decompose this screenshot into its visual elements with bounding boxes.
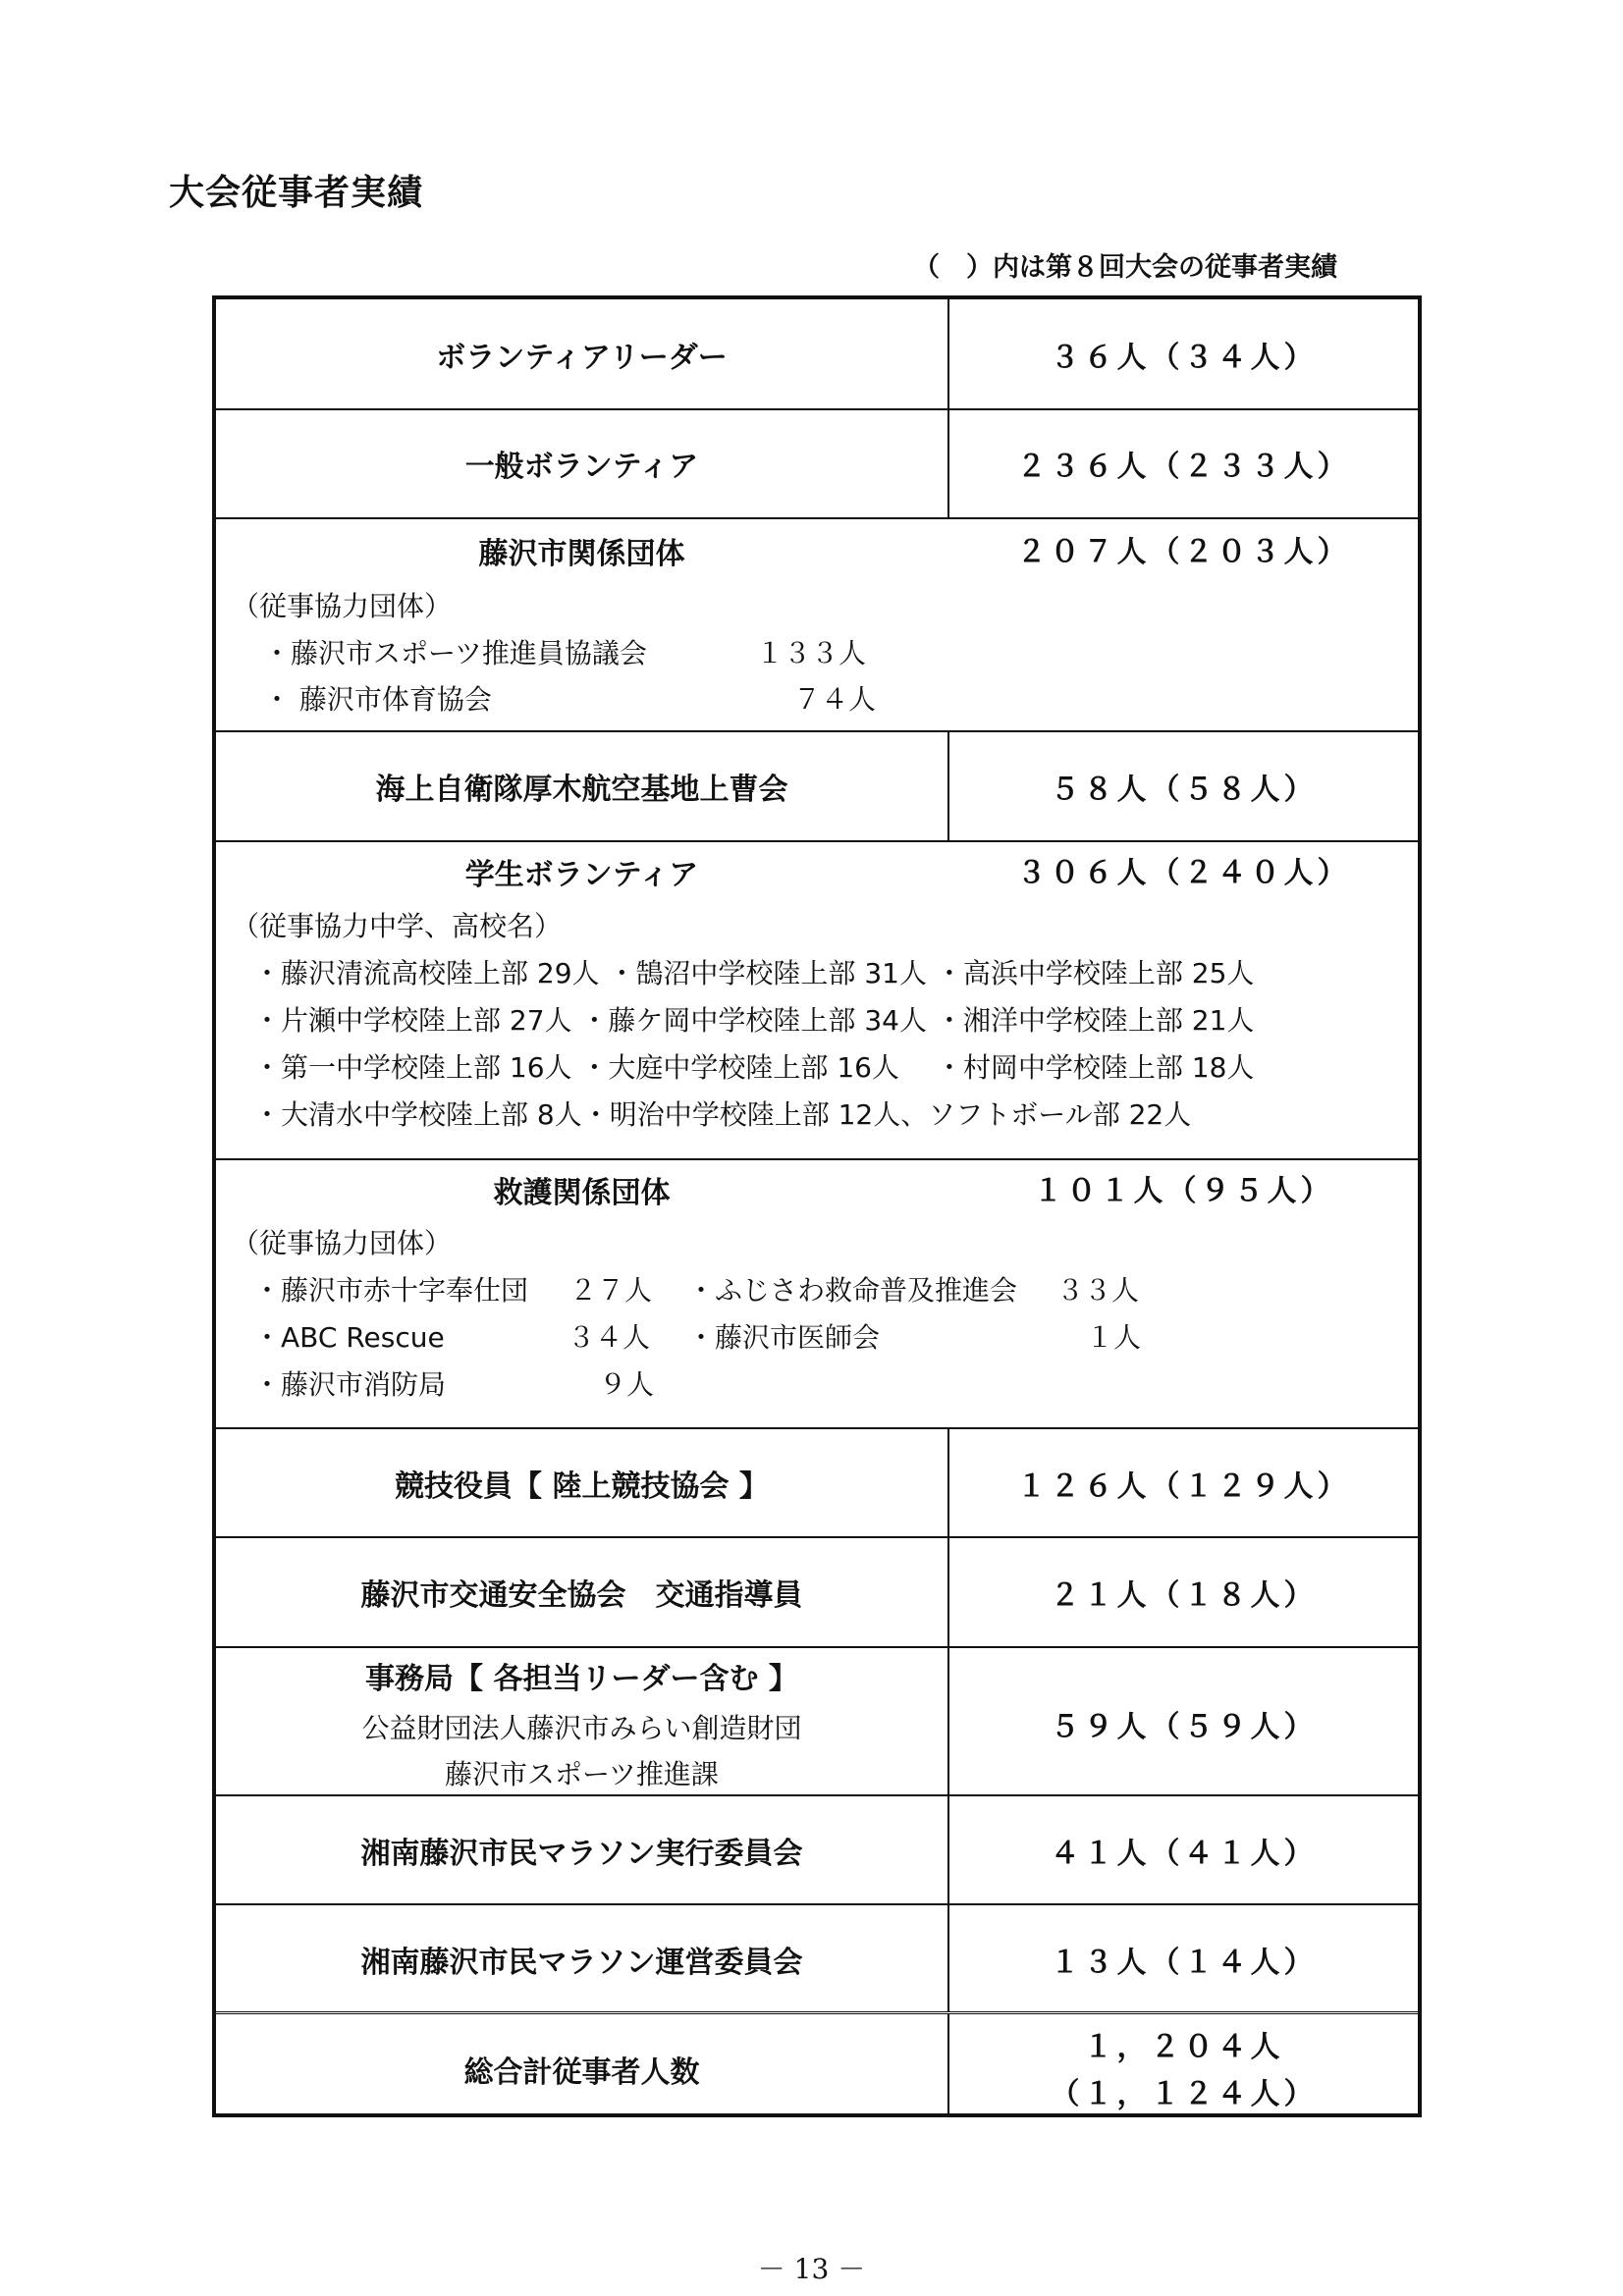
row-label: 学生ボランティア <box>464 858 699 892</box>
row-value: １２６人（１２９人） <box>1016 1469 1351 1504</box>
group-name: ・ふじさわ救命普及推進会 <box>687 1274 1018 1307</box>
row-label: 湘南藤沢市民マラソン運営委員会 <box>360 1946 803 1980</box>
table-row <box>216 1160 1418 1429</box>
group-count: １３３人 <box>756 637 867 669</box>
table-row <box>216 299 1418 410</box>
group-count: １人 <box>1086 1321 1142 1354</box>
row-label: 一般ボランティア <box>464 450 699 484</box>
row-value: １０１人（９５人） <box>1033 1174 1334 1208</box>
group-name: ・藤沢市スポーツ推進員協議会 <box>263 637 647 669</box>
table-row <box>216 1905 1418 2011</box>
group-name: ・藤沢市消防局 <box>253 1368 447 1401</box>
row-value: ５８人（５８人） <box>1050 773 1318 807</box>
row-value: ５９人（５９人） <box>1050 1710 1318 1744</box>
row-value: ２３６人（２３３人） <box>1016 450 1351 484</box>
group-count: ２７人 <box>569 1274 653 1307</box>
group-name: ・ 藤沢市体育協会 <box>263 683 492 716</box>
group-name: ・藤沢市医師会 <box>687 1321 881 1354</box>
sub-line: 公益財団法人藤沢市みらい創造財団 <box>361 1712 802 1744</box>
table-row <box>216 1796 1418 1905</box>
school-line: ・藤沢清流高校陸上部 29人 ・鵠沼中学校陸上部 31人 ・高浜中学校陸上部 25人 <box>253 957 1255 989</box>
row-label: 事務局【 各担当リーダー含む 】 <box>365 1662 798 1696</box>
table-row <box>216 1429 1418 1538</box>
row-value: ３６人（３４人） <box>1050 341 1318 375</box>
page-title: 大会従事者実績 <box>169 173 424 213</box>
total-previous-value: （１，１２４人） <box>1050 2077 1318 2111</box>
row-label: 競技役員【 陸上競技協会 】 <box>395 1469 769 1504</box>
row-label: 藤沢市関係団体 <box>478 537 685 571</box>
group-name: ・ABC Rescue <box>253 1321 445 1354</box>
row-label: 救護関係団体 <box>493 1176 671 1210</box>
staff-table <box>212 295 1422 2117</box>
group-count: ９人 <box>599 1368 655 1401</box>
row-value: ２１人（１８人） <box>1050 1578 1318 1613</box>
school-line: ・第一中学校陸上部 16人 ・大庭中学校陸上部 16人 ・村岡中学校陸上部 18人 <box>253 1051 1255 1084</box>
page-number: － 13 － <box>757 2253 866 2285</box>
table-row-total <box>216 2011 1418 2113</box>
row-label: ボランティアリーダー <box>436 341 728 375</box>
school-line: ・大清水中学校陸上部 8人・明治中学校陸上部 12人、ソフトボール部 22人 <box>253 1098 1192 1131</box>
table-row <box>216 1538 1418 1648</box>
row-value: ３０６人（２４０人） <box>1016 856 1351 890</box>
row-label: 湘南藤沢市民マラソン実行委員会 <box>360 1837 803 1871</box>
group-name: ・藤沢市赤十字奉仕団 <box>253 1274 529 1307</box>
table-row <box>216 842 1418 1160</box>
school-line: ・片瀬中学校陸上部 27人 ・藤ケ岡中学校陸上部 34人 ・湘洋中学校陸上部 21人 <box>253 1004 1255 1037</box>
sub-line: 藤沢市スポーツ推進課 <box>445 1758 719 1790</box>
table-row <box>216 410 1418 519</box>
row-label: 海上自衛隊厚木航空基地上曹会 <box>375 773 788 807</box>
table-note: （ ）内は第８回大会の従事者実績 <box>913 252 1337 283</box>
sub-heading: （従事協力団体） <box>232 590 453 622</box>
row-value: ４１人（４１人） <box>1050 1837 1318 1871</box>
row-label: 藤沢市交通安全協会 交通指導員 <box>360 1578 803 1613</box>
total-value: １，２０４人 <box>1083 2030 1284 2064</box>
group-count: ７４人 <box>793 683 877 716</box>
sub-heading: （従事協力団体） <box>232 1227 453 1259</box>
table-row <box>216 732 1418 842</box>
row-value: ２０７人（２０３人） <box>1016 535 1351 569</box>
table-row <box>216 1648 1418 1796</box>
table-row <box>216 519 1418 732</box>
sub-heading: （従事協力中学、高校名） <box>232 910 563 942</box>
group-count: ３４人 <box>568 1321 651 1354</box>
group-count: ３３人 <box>1056 1274 1140 1307</box>
row-label: 総合計従事者人数 <box>463 2056 700 2090</box>
row-value: １３人（１４人） <box>1050 1946 1318 1980</box>
